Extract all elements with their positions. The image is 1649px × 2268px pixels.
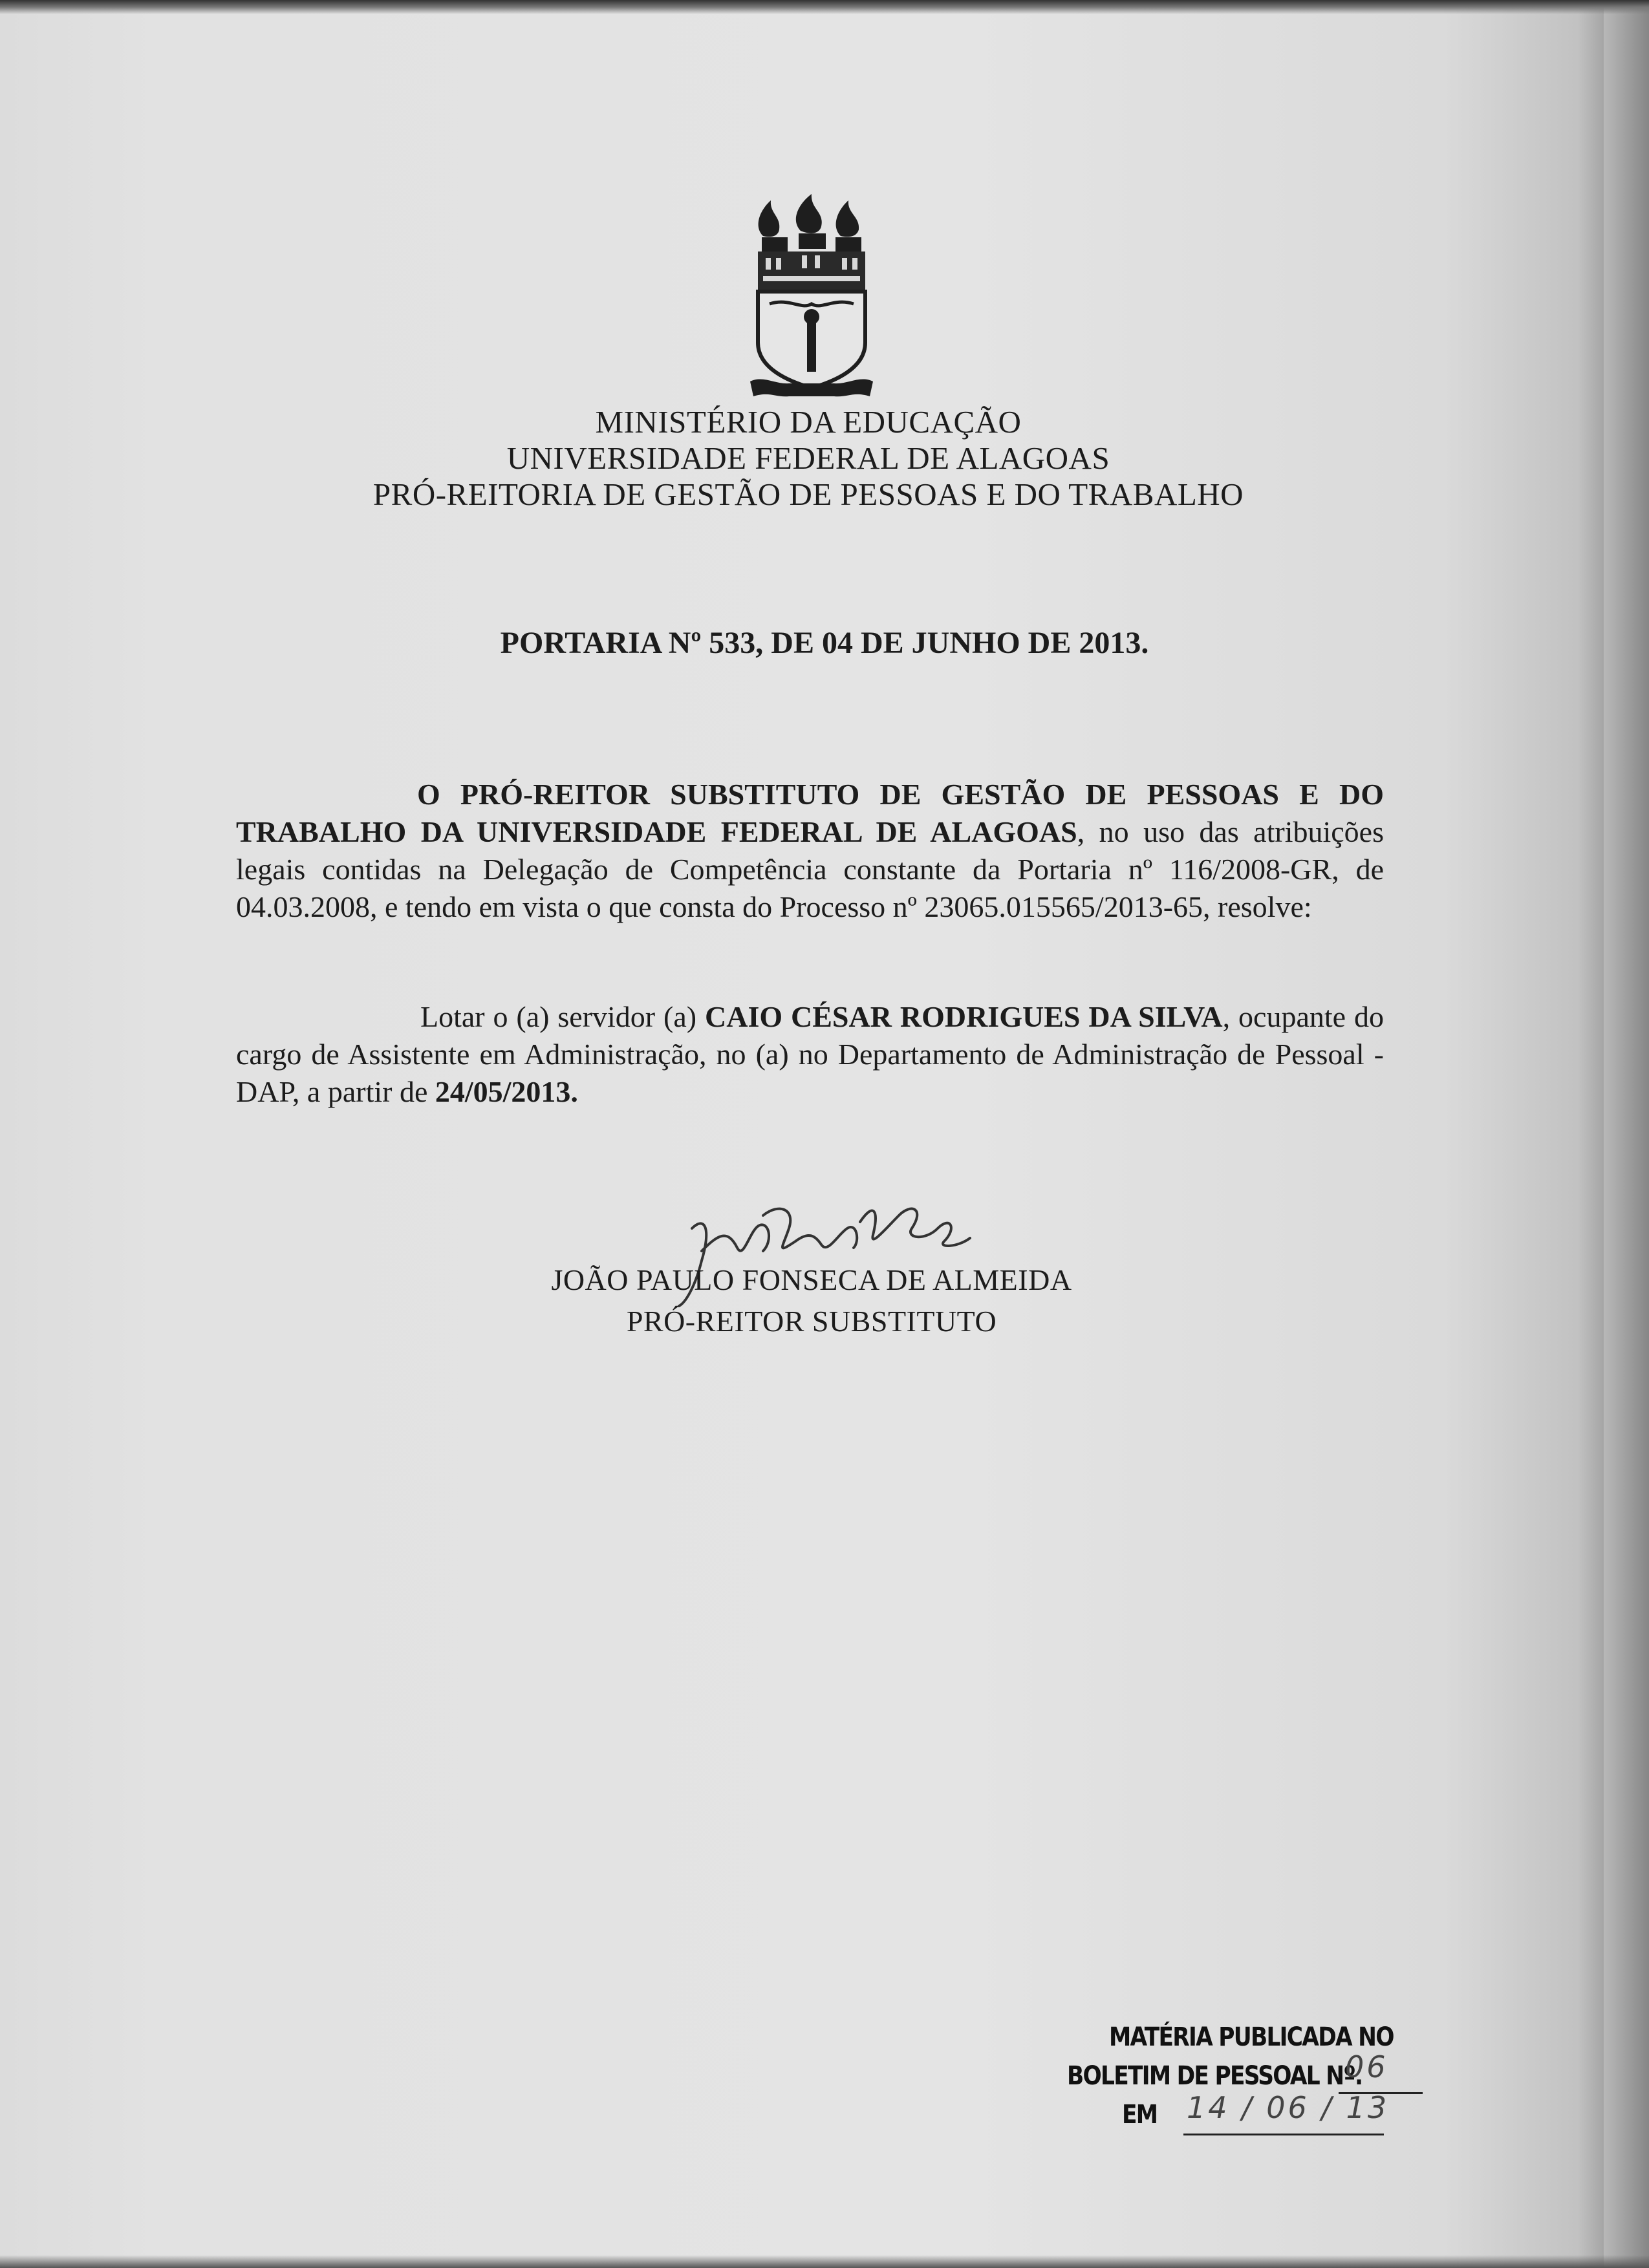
department-name: PRÓ-REITORIA DE GESTÃO DE PESSOAS E DO TRABALHO	[372, 476, 1244, 512]
resolution-paragraph	[236, 998, 1384, 1111]
preamble-authority: O PRÓ-REITOR SUBSTITUTO DE GESTÃO DE PESSOAS E DO TRABALHO DA UNIVERSIDADE FEDERAL DE ALAGOAS	[236, 778, 1384, 848]
ministry-name: MINISTÉRIO DA EDUCAÇÃO	[595, 404, 1022, 440]
stamp-line-1: MATÉRIA PUBLICADA NO	[1109, 2022, 1394, 2052]
signature-block	[453, 1259, 1170, 1342]
stamp-bulletin-number: 06	[1345, 2049, 1388, 2084]
resolution-text-middle: , ocupante do cargo de Assistente em Administração, no (a) no Departamento de Administração de Pessoal - DAP, a partir de	[236, 1000, 1384, 1108]
signatory-name: JOÃO PAULO FONSECA DE ALMEIDA	[551, 1263, 1072, 1296]
resolution-text-start: Lotar o (a) servidor (a)	[420, 1000, 705, 1033]
scan-edge-shadow	[1578, 0, 1649, 2268]
publication-stamp	[1067, 2022, 1429, 2152]
stamp-date: 14 / 06 / 13	[1187, 2090, 1390, 2125]
signatory-role: PRÓ-REITOR SUBSTITUTO	[626, 1305, 997, 1338]
scan-bottom-edge	[0, 2255, 1649, 2268]
preamble-text: , no uso das atribuições legais contidas na Delegação de Competência constante da Portaria nº 116/2008-GR, de 04.03.2008, e tendo em vista o que consta do Processo nº 23065.015565/2013-65, resolve:	[236, 815, 1384, 923]
stamp-date-underline	[1183, 2134, 1384, 2135]
stamp-line-2: BOLETIM DE PESSOAL Nº.	[1067, 2061, 1363, 2091]
preamble-paragraph	[236, 776, 1384, 926]
scan-top-edge	[0, 0, 1649, 14]
employee-name: CAIO CÉSAR RODRIGUES DA SILVA	[705, 1000, 1223, 1033]
university-name: UNIVERSIDADE FEDERAL DE ALAGOAS	[506, 440, 1110, 476]
effective-date: 24/05/2013.	[435, 1075, 578, 1108]
stamp-line-3: EM	[1122, 2100, 1158, 2130]
university-crest-icon	[750, 191, 873, 401]
document-header	[194, 404, 1423, 513]
ordinance-title: PORTARIA Nº 533, DE 04 DE JUNHO DE 2013.	[500, 626, 1149, 660]
